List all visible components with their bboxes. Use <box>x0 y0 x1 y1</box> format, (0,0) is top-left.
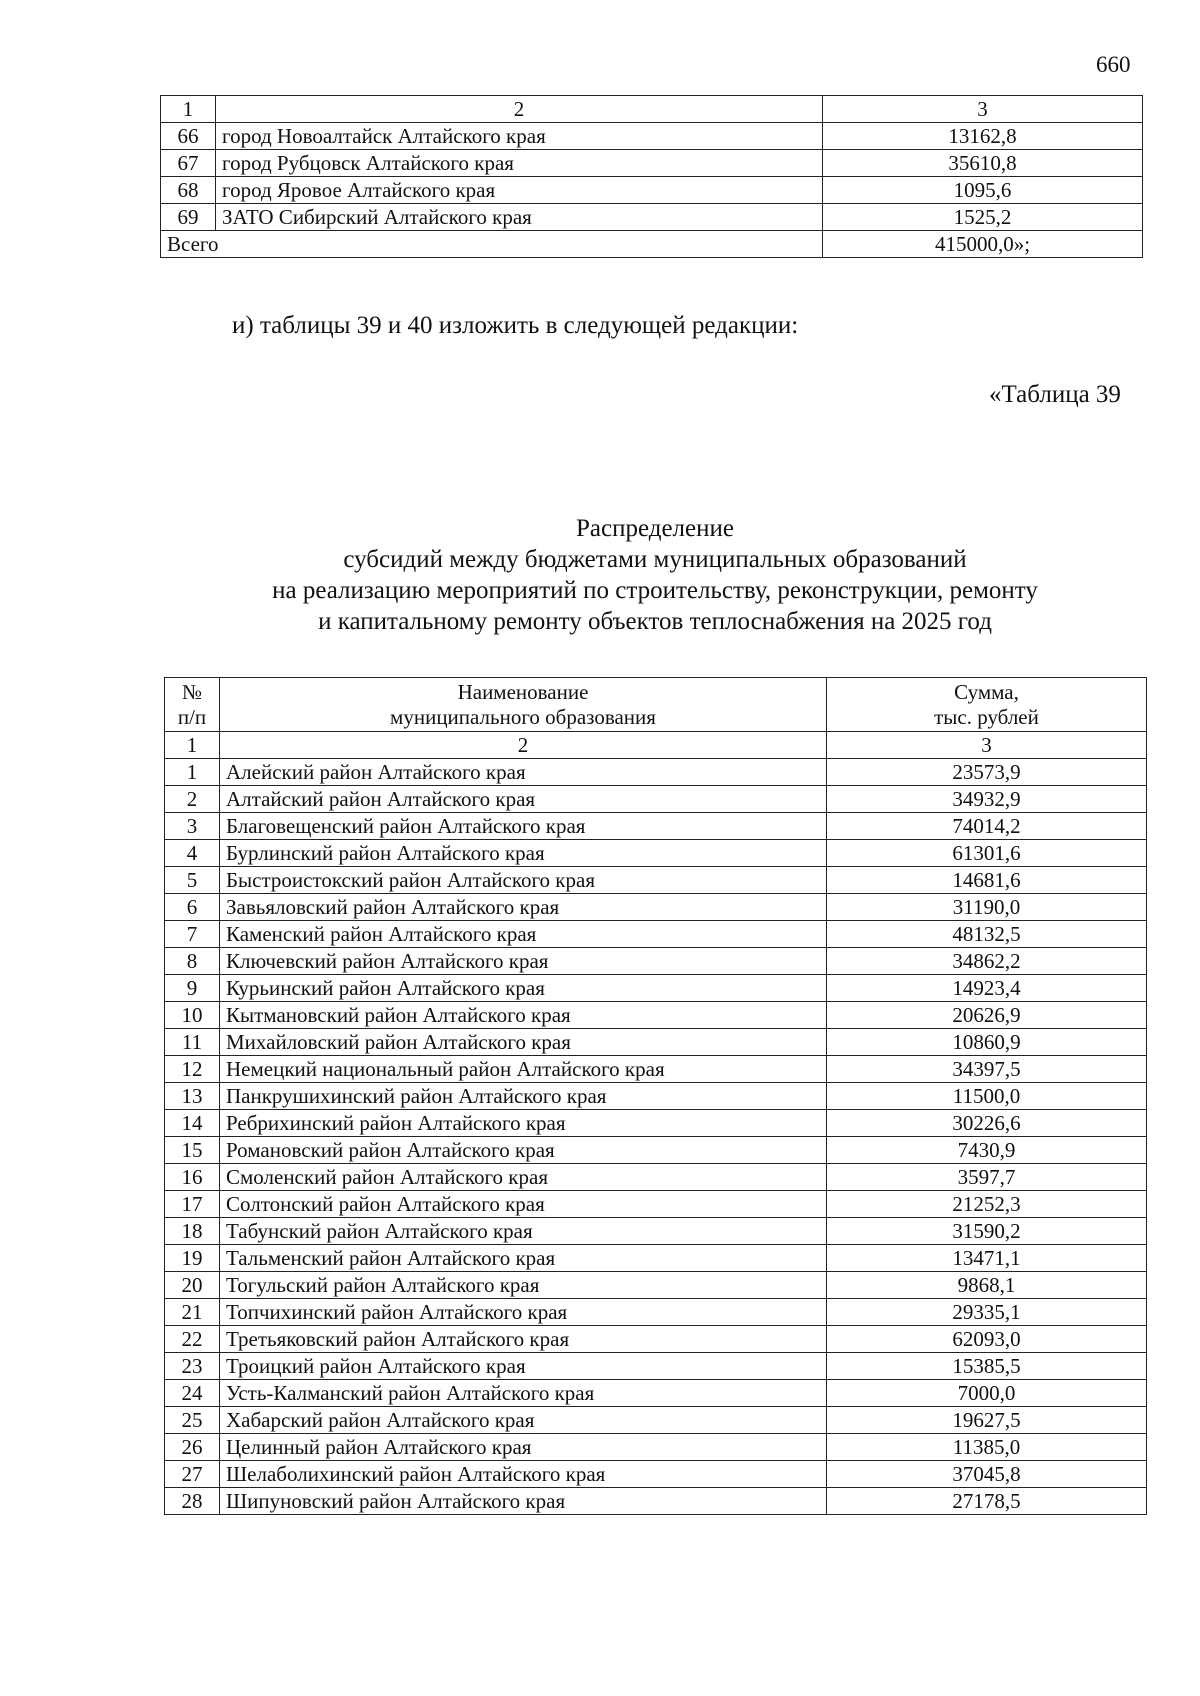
table-row <box>165 1488 1147 1515</box>
row-name: Благовещенский район Алтайского края <box>220 813 827 840</box>
table-row <box>165 1272 1147 1299</box>
row-number: 68 <box>161 177 216 204</box>
table-row <box>165 1434 1147 1461</box>
row-sum: 11500,0 <box>827 1083 1147 1110</box>
row-number: 6 <box>165 894 220 921</box>
title-line: и капитальному ремонту объектов теплоснабжения на 2025 год <box>318 608 992 635</box>
table-row <box>165 1002 1147 1029</box>
table-row <box>165 1353 1147 1380</box>
col-number-3: 3 <box>827 732 1147 759</box>
row-sum: 13471,1 <box>827 1245 1147 1272</box>
row-number: 28 <box>165 1488 220 1515</box>
table-row <box>165 1029 1147 1056</box>
row-number: 16 <box>165 1164 220 1191</box>
row-name: Топчихинский район Алтайского края <box>220 1299 827 1326</box>
row-sum: 1525,2 <box>823 204 1143 231</box>
row-name: Целинный район Алтайского края <box>220 1434 827 1461</box>
row-number: 1 <box>165 759 220 786</box>
row-sum: 34397,5 <box>827 1056 1147 1083</box>
total-row <box>161 231 1143 258</box>
table-row <box>161 123 1143 150</box>
row-name: Каменский район Алтайского края <box>220 921 827 948</box>
row-sum: 15385,5 <box>827 1353 1147 1380</box>
row-number: 25 <box>165 1407 220 1434</box>
row-name: город Рубцовск Алтайского края <box>216 150 823 177</box>
table-row <box>161 204 1143 231</box>
row-sum: 27178,5 <box>827 1488 1147 1515</box>
row-sum: 9868,1 <box>827 1272 1147 1299</box>
row-sum: 74014,2 <box>827 813 1147 840</box>
row-number: 15 <box>165 1137 220 1164</box>
table-label: «Таблица 39 <box>989 381 1121 408</box>
row-name: Романовский район Алтайского края <box>220 1137 827 1164</box>
row-sum: 34862,2 <box>827 948 1147 975</box>
row-sum: 11385,0 <box>827 1434 1147 1461</box>
col-number-1: 1 <box>165 732 220 759</box>
row-sum: 7000,0 <box>827 1380 1147 1407</box>
table-row <box>165 1164 1147 1191</box>
row-number: 67 <box>161 150 216 177</box>
row-sum: 30226,6 <box>827 1110 1147 1137</box>
header-number: № п/п <box>165 678 220 732</box>
row-sum: 31590,2 <box>827 1218 1147 1245</box>
table-row <box>165 813 1147 840</box>
table-row <box>165 867 1147 894</box>
row-number: 3 <box>165 813 220 840</box>
total-value: 415000,0»; <box>823 231 1143 258</box>
header-sum: Сумма, тыс. рублей <box>827 678 1147 732</box>
row-name: Шипуновский район Алтайского края <box>220 1488 827 1515</box>
row-name: Смоленский район Алтайского края <box>220 1164 827 1191</box>
col-number-2: 2 <box>220 732 827 759</box>
table-row <box>165 1407 1147 1434</box>
row-name: Завьяловский район Алтайского края <box>220 894 827 921</box>
row-number: 8 <box>165 948 220 975</box>
row-number: 12 <box>165 1056 220 1083</box>
row-number: 5 <box>165 867 220 894</box>
table-row <box>165 1083 1147 1110</box>
subsidy-table-header-row <box>165 678 1147 732</box>
subsidy-table <box>164 677 1147 1515</box>
previous-table-body <box>161 96 1143 258</box>
row-number: 26 <box>165 1434 220 1461</box>
table-row <box>161 150 1143 177</box>
table-row <box>165 1110 1147 1137</box>
row-name: Алтайский район Алтайского края <box>220 786 827 813</box>
previous-table-header-row <box>161 96 1143 123</box>
subsidy-table-colnum-row <box>165 732 1147 759</box>
row-sum: 1095,6 <box>823 177 1143 204</box>
row-name: Немецкий национальный район Алтайского края <box>220 1056 827 1083</box>
row-number: 18 <box>165 1218 220 1245</box>
row-number: 22 <box>165 1326 220 1353</box>
row-number: 19 <box>165 1245 220 1272</box>
row-name: Курьинский район Алтайского края <box>220 975 827 1002</box>
table-row <box>165 840 1147 867</box>
row-sum: 48132,5 <box>827 921 1147 948</box>
title-line: Распределение <box>576 515 734 542</box>
row-sum: 31190,0 <box>827 894 1147 921</box>
col-number-1: 1 <box>161 96 216 123</box>
table-row <box>165 786 1147 813</box>
table-row <box>165 948 1147 975</box>
row-number: 24 <box>165 1380 220 1407</box>
row-sum: 10860,9 <box>827 1029 1147 1056</box>
row-sum: 7430,9 <box>827 1137 1147 1164</box>
row-name: Табунский район Алтайского края <box>220 1218 827 1245</box>
table-row <box>165 1137 1147 1164</box>
row-number: 4 <box>165 840 220 867</box>
row-name: Быстроистокский район Алтайского края <box>220 867 827 894</box>
table-row <box>165 921 1147 948</box>
row-name: Тальменский район Алтайского края <box>220 1245 827 1272</box>
row-sum: 35610,8 <box>823 150 1143 177</box>
row-name: ЗАТО Сибирский Алтайского края <box>216 204 823 231</box>
total-label: Всего <box>161 231 823 258</box>
row-sum: 34932,9 <box>827 786 1147 813</box>
col-number-3: 3 <box>823 96 1143 123</box>
table-row <box>165 1299 1147 1326</box>
row-name: Третьяковский район Алтайского края <box>220 1326 827 1353</box>
table-row <box>165 894 1147 921</box>
title-line: субсидий между бюджетами муниципальных образований <box>343 546 967 573</box>
row-number: 23 <box>165 1353 220 1380</box>
row-sum: 14681,6 <box>827 867 1147 894</box>
table-row <box>165 1326 1147 1353</box>
table-row <box>165 1056 1147 1083</box>
row-sum: 20626,9 <box>827 1002 1147 1029</box>
row-name: Ключевский район Алтайского края <box>220 948 827 975</box>
title-line: на реализацию мероприятий по строительству, реконструкции, ремонту <box>272 577 1038 604</box>
row-number: 21 <box>165 1299 220 1326</box>
row-sum: 23573,9 <box>827 759 1147 786</box>
row-number: 14 <box>165 1110 220 1137</box>
row-number: 7 <box>165 921 220 948</box>
table-row <box>165 1191 1147 1218</box>
row-number: 2 <box>165 786 220 813</box>
table-row <box>165 1245 1147 1272</box>
row-name: Солтонский район Алтайского края <box>220 1191 827 1218</box>
row-sum: 14923,4 <box>827 975 1147 1002</box>
row-number: 17 <box>165 1191 220 1218</box>
row-name: город Яровое Алтайского края <box>216 177 823 204</box>
row-name: Михайловский район Алтайского края <box>220 1029 827 1056</box>
row-name: Кытмановский район Алтайского края <box>220 1002 827 1029</box>
row-name: Алейский район Алтайского края <box>220 759 827 786</box>
row-name: Ребрихинский район Алтайского края <box>220 1110 827 1137</box>
row-name: город Новоалтайск Алтайского края <box>216 123 823 150</box>
amendment-paragraph: и) таблицы 39 и 40 изложить в следующей редакции: <box>232 312 799 339</box>
header-name: Наименование муниципального образования <box>220 678 827 732</box>
row-sum: 13162,8 <box>823 123 1143 150</box>
row-sum: 29335,1 <box>827 1299 1147 1326</box>
row-name: Бурлинский район Алтайского края <box>220 840 827 867</box>
table-row <box>165 975 1147 1002</box>
row-number: 27 <box>165 1461 220 1488</box>
row-number: 13 <box>165 1083 220 1110</box>
row-sum: 62093,0 <box>827 1326 1147 1353</box>
row-name: Хабарский район Алтайского края <box>220 1407 827 1434</box>
row-sum: 3597,7 <box>827 1164 1147 1191</box>
row-sum: 19627,5 <box>827 1407 1147 1434</box>
subsidy-table-body <box>165 678 1147 1515</box>
row-name: Троицкий район Алтайского края <box>220 1353 827 1380</box>
col-number-2: 2 <box>216 96 823 123</box>
row-name: Панкрушихинский район Алтайского края <box>220 1083 827 1110</box>
row-sum: 37045,8 <box>827 1461 1147 1488</box>
table-row <box>165 1218 1147 1245</box>
row-sum: 61301,6 <box>827 840 1147 867</box>
table-title <box>164 513 1146 637</box>
table-row <box>165 1461 1147 1488</box>
table-row <box>165 759 1147 786</box>
row-number: 66 <box>161 123 216 150</box>
row-name: Усть-Калманский район Алтайского края <box>220 1380 827 1407</box>
row-number: 11 <box>165 1029 220 1056</box>
table-row <box>161 177 1143 204</box>
row-number: 20 <box>165 1272 220 1299</box>
row-name: Тогульский район Алтайского края <box>220 1272 827 1299</box>
row-number: 9 <box>165 975 220 1002</box>
row-number: 10 <box>165 1002 220 1029</box>
page-number: 660 <box>1096 52 1131 77</box>
previous-table <box>160 95 1143 258</box>
row-name: Шелаболихинский район Алтайского края <box>220 1461 827 1488</box>
row-number: 69 <box>161 204 216 231</box>
table-row <box>165 1380 1147 1407</box>
row-sum: 21252,3 <box>827 1191 1147 1218</box>
